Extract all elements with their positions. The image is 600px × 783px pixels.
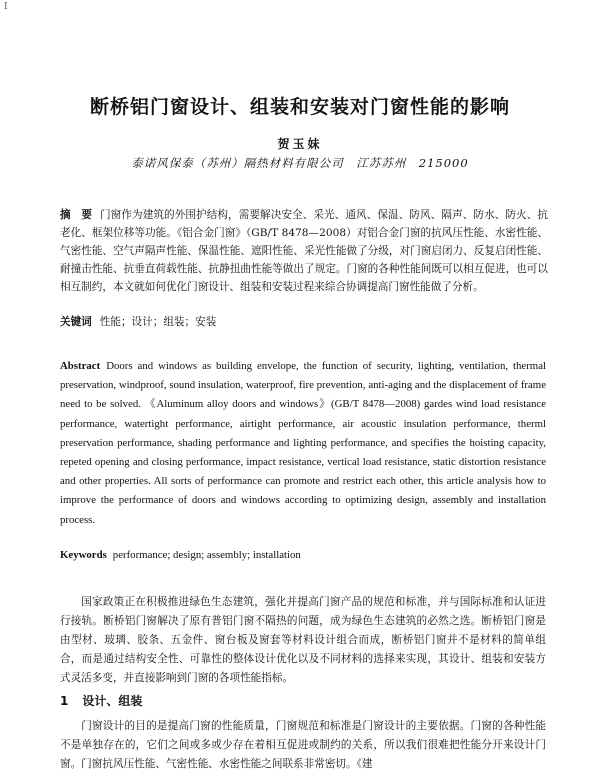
english-keywords-label: Keywords	[60, 549, 107, 561]
english-abstract	[60, 357, 546, 530]
chinese-abstract-text: 门窗作为建筑的外围护结构，需要解决安全、采光、通风、保温、防风、隔声、防水、防火、抗老化、框架位移等功能。《铝合金门窗》（GB/T 8478—2008）对铝合金门窗的抗风压性能、水密性能、气密性能、空气声隔声性能、保温性能、遮阳性能、采光性能做了分级，对门窗启闭力、反复启闭性能、耐撞击性能、抗垂直荷载性能、抗静扭曲性能等做出了规定。门窗的各种性能间既可以相互促进，也可以相互制约，本文就如何优化门窗设计、组装和安装过程来综合协调提高门窗性能做了分析。	[60, 209, 549, 293]
chinese-keywords-label: 关键词	[60, 316, 92, 328]
english-keywords	[60, 546, 546, 564]
chinese-keywords-text: 性能；设计；组装；安装	[99, 316, 217, 328]
author-affiliation: 泰诺风保泰（苏州）隔热材料有限公司 江苏苏州 215000	[131, 156, 469, 170]
author-name: 贺玉妹	[277, 137, 323, 151]
chinese-abstract-label: 摘 要	[60, 209, 93, 221]
page-corner-mark: I	[4, 2, 8, 12]
paper-title: 断桥铝门窗设计、组装和安装对门窗性能的影响	[89, 96, 510, 118]
english-keywords-text: performance; design; assembly; installation	[112, 549, 301, 561]
section-1-number: 1	[60, 694, 69, 708]
section-1-title: 设计、组装	[82, 694, 143, 708]
introduction-paragraph: 国家政策正在积极推进绿色生态建筑，强化并提高门窗产品的规范和标准，并与国际标准和认证进行接轨。断桥铝门窗解决了原有普铝门窗不隔热的问题，成为绿色生态建筑的必然之选。断桥铝门窗是由型材、玻璃、胶条、五金件、窗台板及窗套等材料设计组合而成，断桥铝门窗并不是材料的简单组合，而是通过结构安全性、可靠性的整体设计优化以及不同材料的选择来实现，其设计、组装和安装方式灵活多变，并直接影响到门窗的各项性能指标。	[60, 596, 546, 684]
chinese-keywords	[60, 313, 548, 331]
english-abstract-text: Doors and windows as building envelope, the function of security, lighting, ventilation, thermal preservation, windproof, sound insulation, waterproof, fire prevention, anti-aging and the displacement of frame need to be solved. 《Aluminum alloy doors and windows》(GB/T 8478—2008) gardes wind load resistance performance, watertight performance, airtight performance, air acoustic insulation performance, therml preservation performance, shading performance and lighting performance, and specifies the hoisting capacity, repeted opening and closing performance, impact resistance, vertical load resistance, static distortion resistance and other properties. All sorts of performance can promote and restrict each other, this article analysis how to improve the performance of doors and windows according to optimizing design, assembly and installation process.	[60, 360, 546, 526]
section-1-body: 门窗设计的目的是提高门窗的性能质量，门窗规范和标准是门窗设计的主要依据。门窗的各种性能不是单独存在的，它们之间或多或少存在着相互促进或制约的关系，所以我们很难把性能分开来设计门窗。门窗抗风压性能、气密性能、水密性能之间联系非常密切。《建	[60, 720, 546, 770]
section-1-heading	[60, 692, 546, 709]
english-abstract-label: Abstract	[60, 360, 101, 372]
chinese-abstract	[60, 206, 548, 296]
